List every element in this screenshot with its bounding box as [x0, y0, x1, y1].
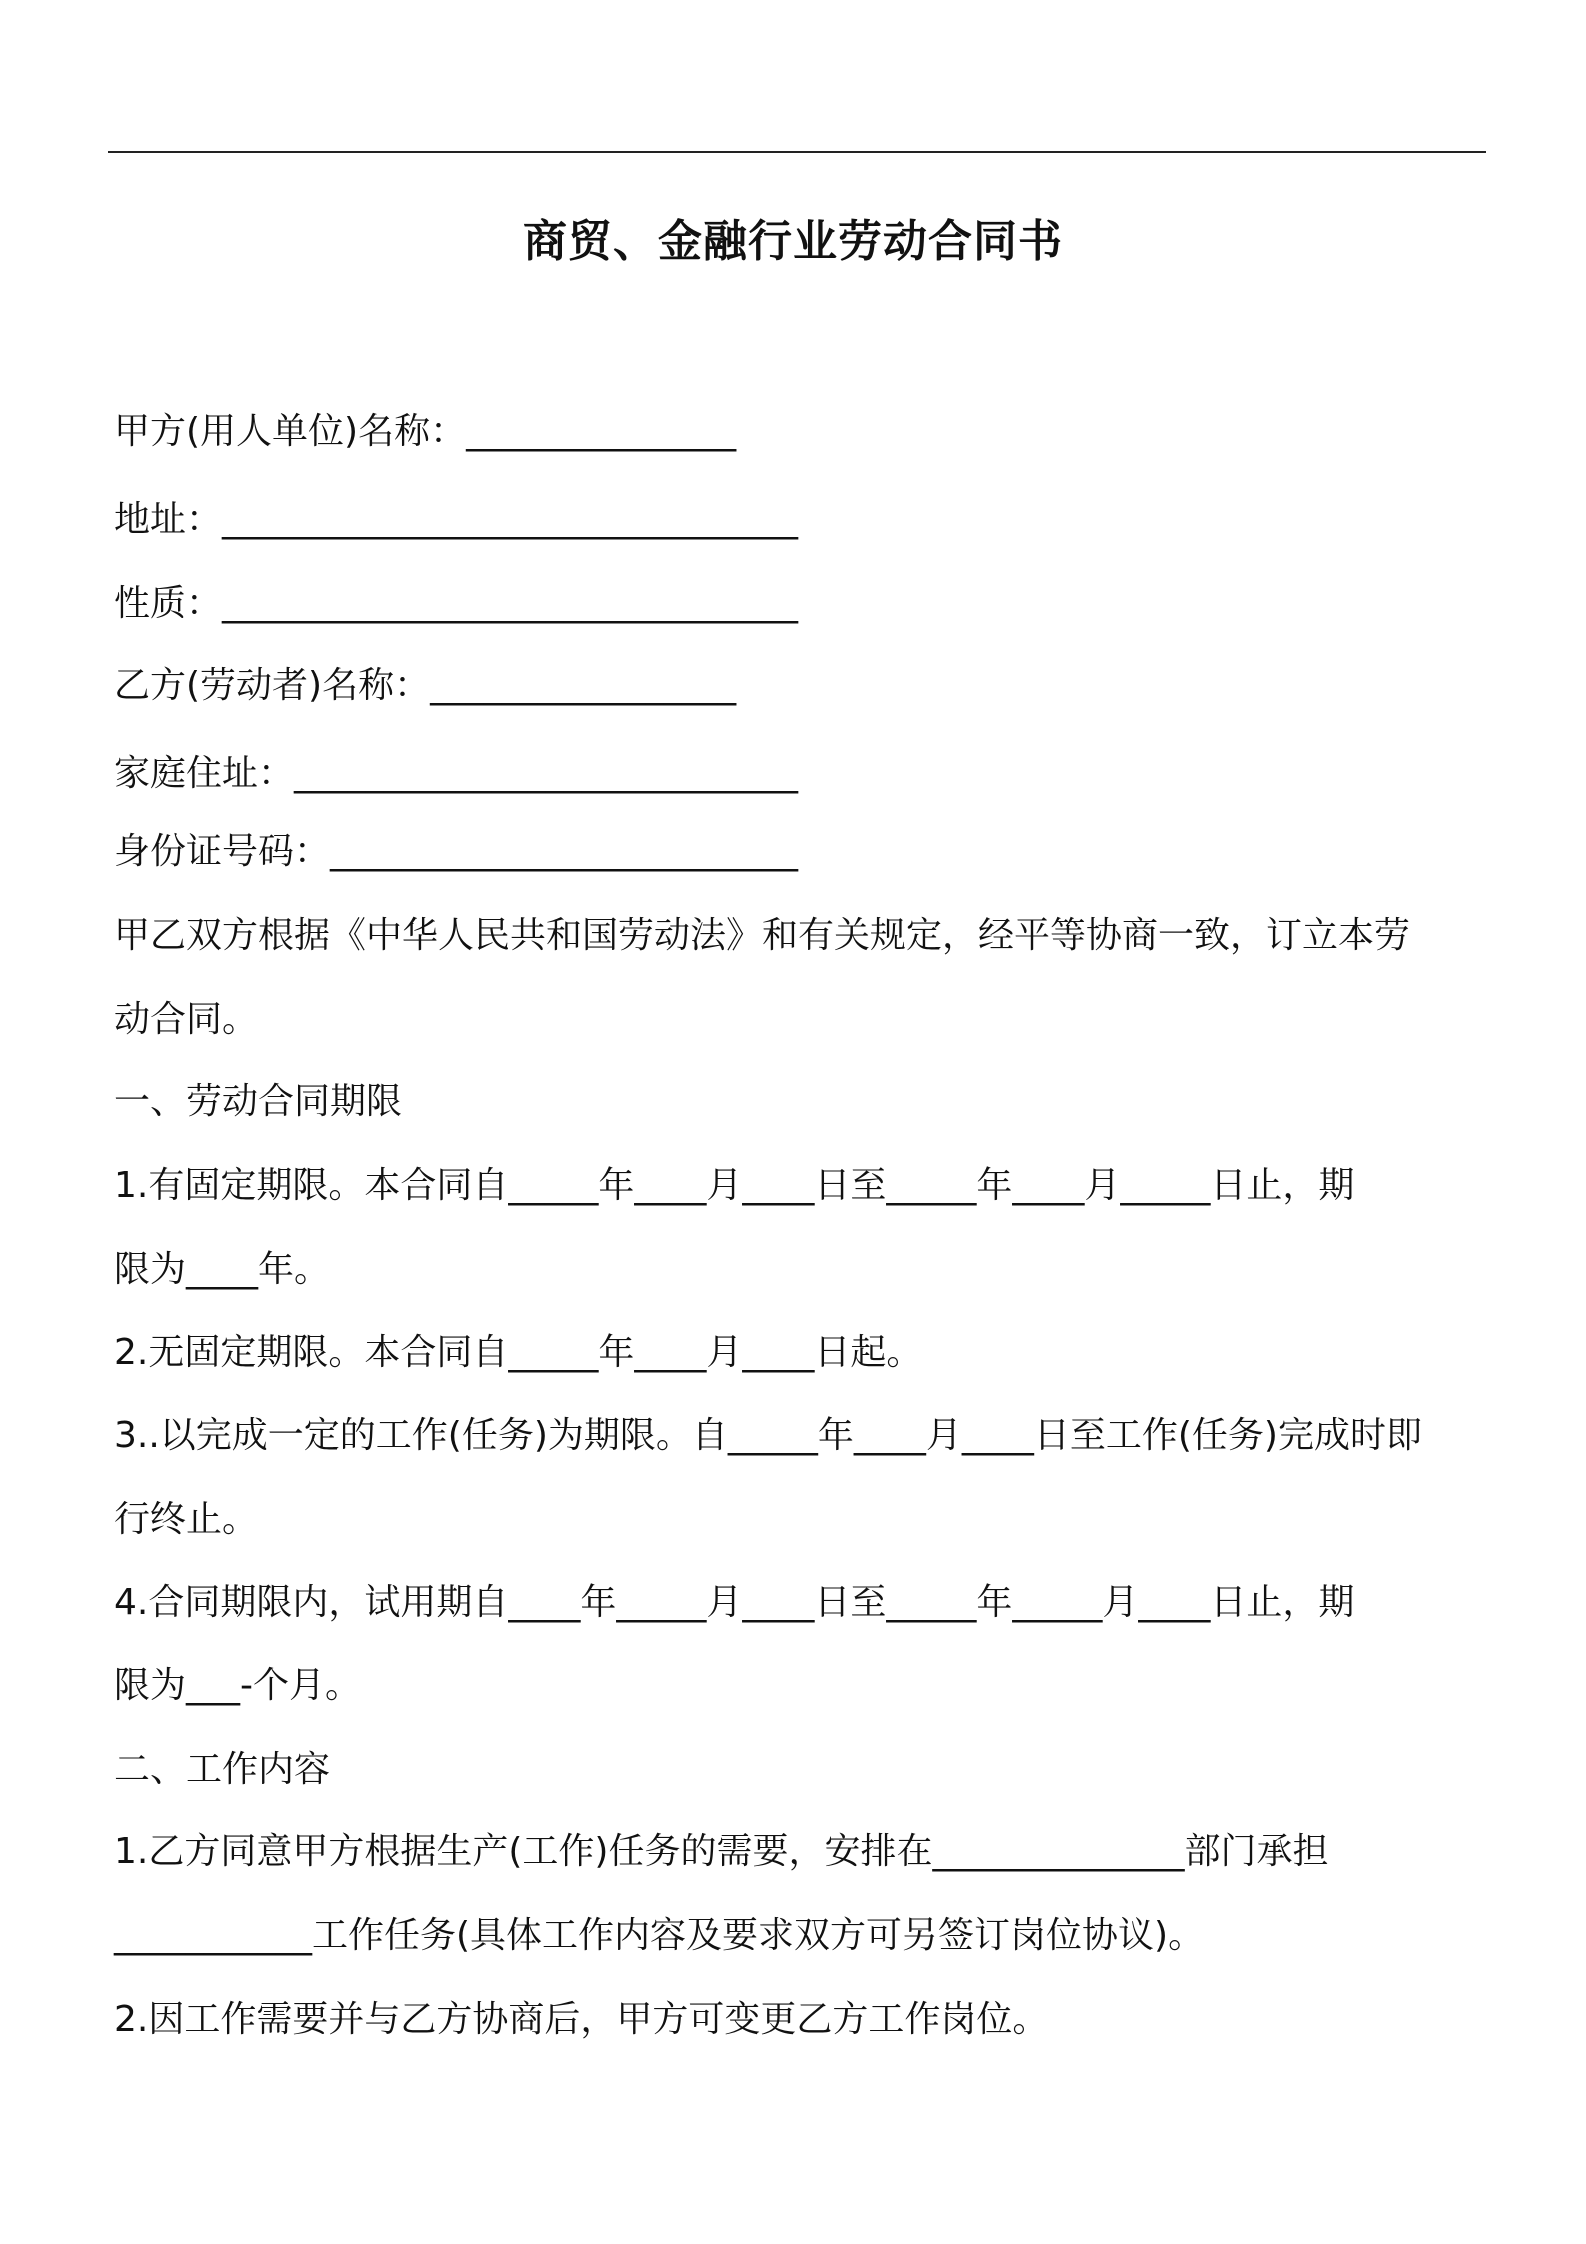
clause-1-3-line-2: 行终止。 — [114, 1499, 259, 1540]
section-1-heading: 一、劳动合同期限 — [114, 1081, 403, 1122]
intro-paragraph-line-1: 甲乙双方根据《中华人民共和国劳动法》和有关规定，经平等协商一致，订立本劳 — [114, 915, 1411, 956]
nature-field: 性质：________________________________ — [114, 583, 799, 624]
header-rule — [108, 151, 1486, 153]
home-address-field: 家庭住址：____________________________ — [114, 753, 799, 794]
party-a-name-field: 甲方(用人单位)名称：_______________ — [114, 411, 737, 452]
clause-1-3-line-1: 3..以完成一定的工作(任务)为期限。自_____年____月____日至工作(任务)完成时即 — [114, 1415, 1422, 1456]
section-2-heading: 二、工作内容 — [114, 1749, 331, 1790]
clause-2-1-line-2: ___________工作任务(具体工作内容及要求双方可另签订岗位协议)。 — [114, 1915, 1205, 1956]
clause-1-1-line-2: 限为____年。 — [114, 1249, 331, 1290]
intro-paragraph-line-2: 动合同。 — [114, 999, 259, 1040]
clause-2-2: 2.因工作需要并与乙方协商后，甲方可变更乙方工作岗位。 — [114, 1999, 1049, 2040]
clause-2-1-line-1: 1.乙方同意甲方根据生产(工作)任务的需要，安排在______________部门承担 — [114, 1831, 1329, 1872]
clause-1-4-line-2: 限为___-个月。 — [114, 1665, 361, 1706]
party-b-name-field: 乙方(劳动者)名称：_________________ — [114, 665, 737, 706]
clause-1-1-line-1: 1.有固定期限。本合同自_____年____月____日至_____年____月_____日止，期 — [114, 1165, 1355, 1206]
clause-1-4-line-1: 4.合同期限内，试用期自____年_____月____日至_____年_____月____日止，期 — [114, 1582, 1355, 1623]
address-field: 地址：________________________________ — [114, 499, 799, 540]
document-title: 商贸、金融行业劳动合同书 — [523, 216, 1063, 267]
clause-1-2: 2.无固定期限。本合同自_____年____月____日起。 — [114, 1332, 923, 1373]
id-number-field: 身份证号码：__________________________ — [114, 831, 799, 872]
